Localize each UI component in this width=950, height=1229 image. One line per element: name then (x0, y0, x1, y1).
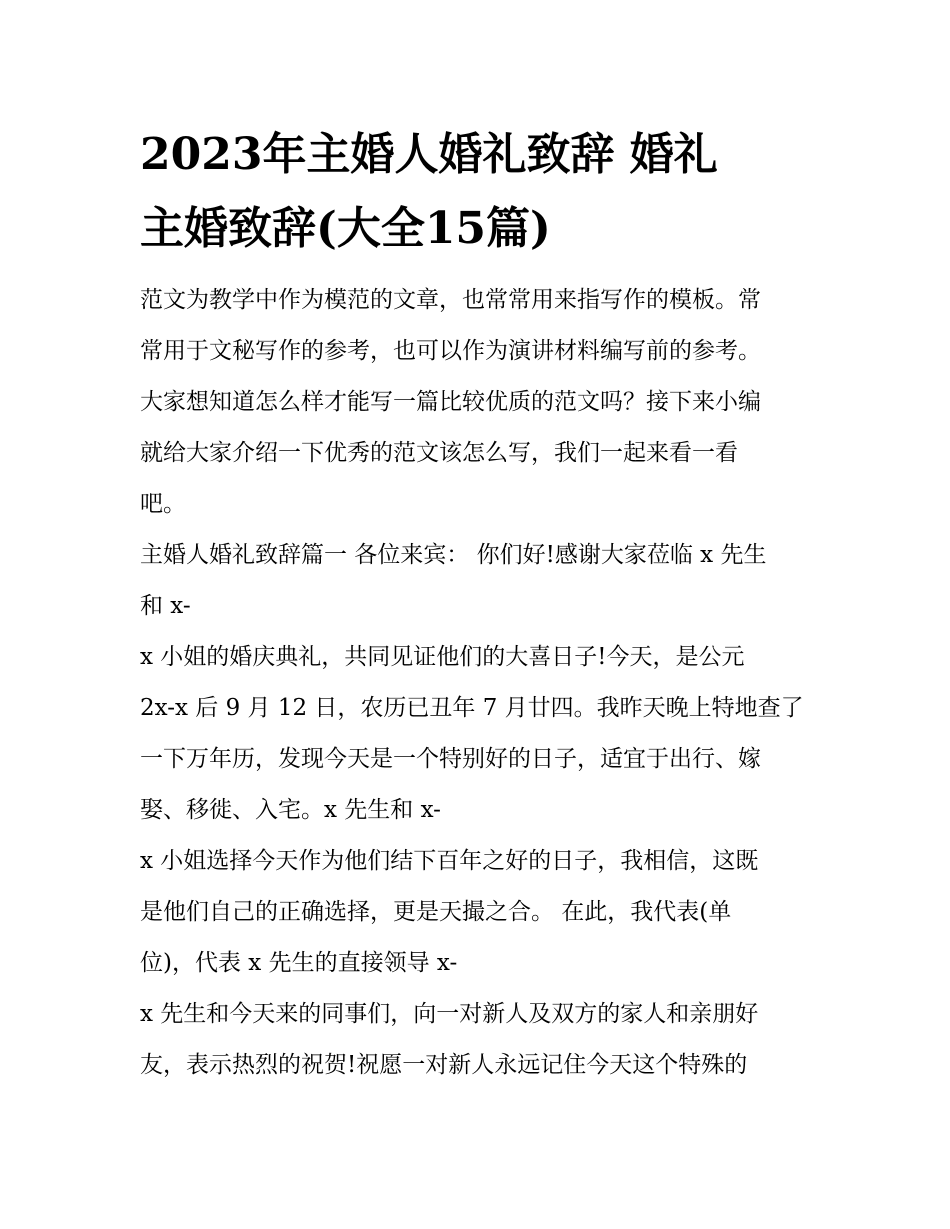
body-line: 2x-x 后 9 月 12 日，农历已丑年 7 月廿四。我昨天晚上特地查了 (140, 695, 804, 721)
body-line: 主婚人婚礼致辞篇一 各位来宾： 你们好!感谢大家莅临 x 先生 (140, 542, 767, 568)
body-line: x 小姐选择今天作为他们结下百年之好的日子，我相信，这既 (140, 848, 759, 874)
body-line: 大家想知道怎么样才能写一篇比较优质的范文吗？接下来小编 (140, 389, 761, 415)
document-body (140, 275, 820, 1091)
body-line: 吧。 (140, 491, 186, 517)
body-line: 范文为教学中作为模范的文章，也常常用来指写作的模板。常 (140, 287, 761, 313)
body-line: 是他们自己的正确选择，更是天撮之合。 在此，我代表(单 (140, 899, 732, 925)
body-line: 一下万年历，发现今天是一个特别好的日子，适宜于出行、嫁 (140, 746, 761, 772)
body-line: 位)，代表 x 先生的直接领导 x- (140, 950, 458, 976)
body-line: 常用于文秘写作的参考，也可以作为演讲材料编写前的参考。 (140, 338, 761, 364)
body-line: x 小姐的婚庆典礼，共同见证他们的大喜日子!今天，是公元 (140, 644, 745, 670)
body-line: 友，表示热烈的祝贺!祝愿一对新人永远记住今天这个特殊的 (140, 1052, 748, 1078)
body-line: 娶、移徙、入宅。x 先生和 x- (140, 797, 441, 823)
document-title: 2023年主婚人婚礼致辞 婚礼 主婚致辞(大全15篇) (140, 129, 718, 254)
body-line: 就给大家介绍一下优秀的范文该怎么写，我们一起来看一看 (140, 440, 738, 466)
body-line: x 先生和今天来的同事们，向一对新人及双方的家人和亲朋好 (140, 1001, 759, 1027)
body-line: 和 x- (140, 593, 191, 619)
